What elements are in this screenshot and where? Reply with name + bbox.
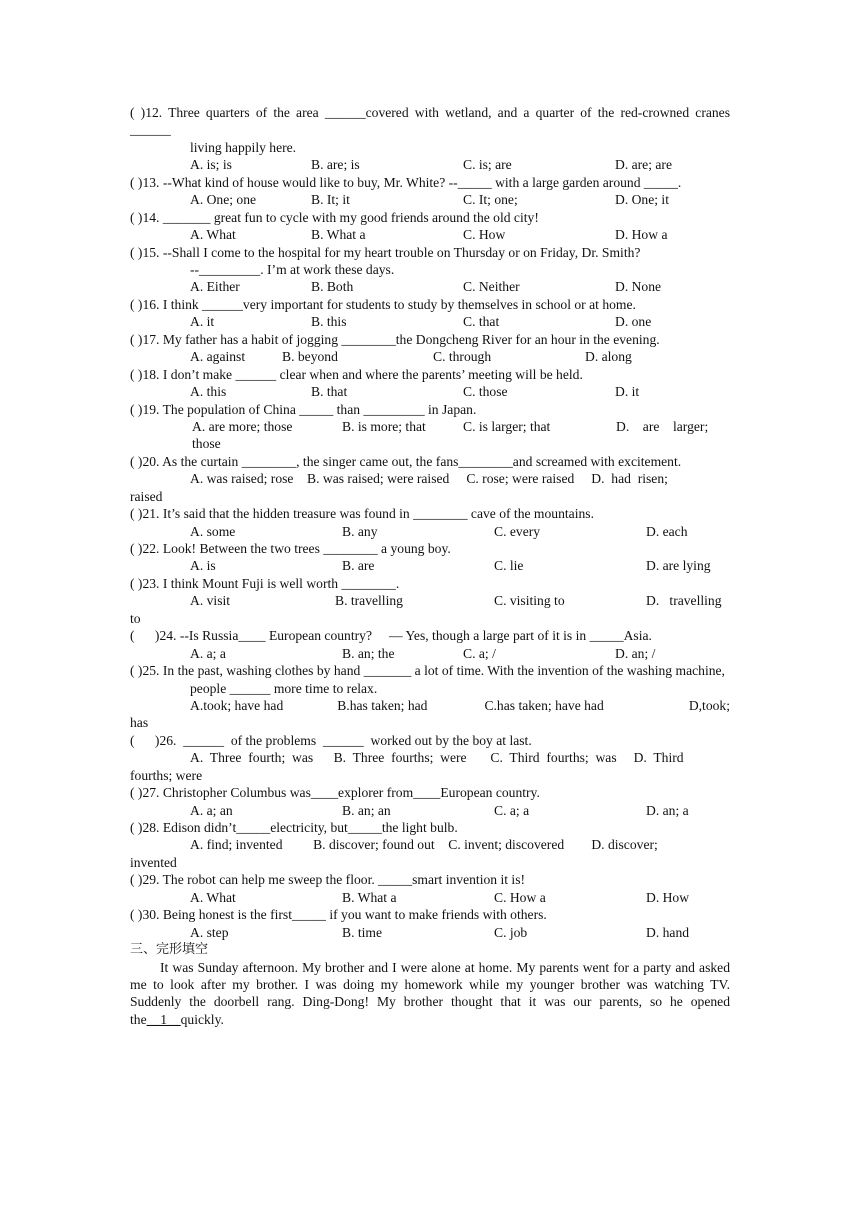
- option-c: C.has taken; have had: [484, 697, 604, 713]
- option-d: D. are lying: [646, 558, 711, 574]
- question-28-stem: ( )28. Edison didn’t_____electricity, but_____the light bulb.: [130, 820, 458, 836]
- question-19-stem: ( )19. The population of China _____ than _________ in Japan.: [130, 401, 477, 417]
- option-b: B. Both: [311, 279, 354, 295]
- blank: ______: [183, 732, 225, 748]
- question-21-options: [130, 523, 730, 540]
- option-b: B. are; is: [311, 157, 360, 173]
- option-a: A. One; one: [190, 192, 257, 208]
- question-14-stem: ( )14. _______ great fun to cycle with my good friends around the old city!: [130, 209, 539, 225]
- question-17-options: [130, 348, 730, 365]
- question-20-stem: ( )20. As the curtain ________, the singer came out, the fans________and screamed with excitement.: [130, 453, 682, 469]
- question-16-options: [130, 313, 730, 330]
- option-c: C. a; /: [463, 645, 496, 661]
- option-c: C. visiting to: [494, 593, 565, 609]
- option-b: B. What a: [311, 227, 366, 243]
- paragraph-text: It was Sunday afternoon. My brother and I were alone at home. My parents went for a party and asked me to look after my brother. I was doing my homework while my younger brother was watching TV. Suddenly the doorbell rang. Ding-Dong! My brother thought that it was our parents, so he opened the: [130, 959, 730, 1027]
- question-number: ( )26.: [130, 732, 177, 748]
- option-b: B. an; the: [342, 645, 395, 661]
- option-a: A. visit: [190, 593, 231, 609]
- question-stem: ( )12. Three quarters of the area ______covered with wetland, and a quarter of the red-crowned cranes ______: [130, 105, 730, 138]
- option-c: C. job: [494, 924, 528, 940]
- option-c: C. Neither: [463, 279, 520, 295]
- option-d: D. an; /: [615, 645, 656, 661]
- question-27-options: [130, 802, 730, 819]
- option-d-continuation: those: [192, 436, 221, 452]
- question-stem-continuation: --_________. I’m at work these days.: [190, 261, 395, 277]
- option-d: D. it: [615, 384, 640, 400]
- option-d: D. How: [646, 889, 690, 905]
- option-a: A. What: [190, 227, 236, 243]
- option-c: C. through: [433, 349, 492, 365]
- option-c: C. a; a: [494, 802, 530, 818]
- option-c: C. those: [463, 384, 508, 400]
- option-d: D. are larger;: [616, 418, 709, 434]
- question-23-stem: ( )23. I think Mount Fuji is well worth ________.: [130, 575, 400, 591]
- option-c: C. lie: [494, 558, 524, 574]
- question-18-options: [130, 383, 730, 400]
- option-d: D. One; it: [615, 192, 669, 208]
- option-d: D. are; are: [615, 157, 672, 173]
- question-15-options: [130, 278, 730, 295]
- options-continuation: fourths; were: [130, 767, 203, 783]
- option-b: B. It; it: [311, 192, 350, 208]
- option-a: A.took; have had: [190, 697, 284, 713]
- document-page: [130, 104, 730, 1028]
- question-12-options: [130, 156, 730, 173]
- question-15-stem: ( )15. --Shall I come to the hospital for my heart trouble on Thursday or on Friday, Dr. Smith?: [130, 244, 641, 260]
- option-d: D. How a: [615, 227, 668, 243]
- cloze-paragraph: [130, 959, 730, 1029]
- question-19-options: [130, 418, 730, 435]
- option-b: B. an; an: [342, 802, 391, 818]
- option-c: C. that: [463, 314, 500, 330]
- question-23-options: [130, 592, 730, 609]
- option-a: A. a; an: [190, 802, 233, 818]
- question-25-stem: ( )25. In the past, washing clothes by hand _______ a lot of time. With the invention of the washing machine,: [130, 663, 725, 679]
- option-a: A. Either: [190, 279, 240, 295]
- option-b: B. beyond: [282, 349, 338, 365]
- option-c: C. is larger; that: [463, 418, 551, 434]
- question-13: [130, 174, 730, 191]
- options-continuation: invented: [130, 854, 177, 870]
- question-24-options: [130, 645, 730, 662]
- option-b: B. any: [342, 523, 378, 539]
- option-c: C. every: [494, 523, 541, 539]
- option-b: B.has taken; had: [337, 697, 428, 713]
- question-17-stem: ( )17. My father has a habit of jogging ________the Dongcheng River for an hour in the evening.: [130, 331, 660, 347]
- option-a: A. this: [190, 384, 227, 400]
- question-16-stem: ( )16. I think ______very important for students to study by themselves in school or at home.: [130, 296, 636, 312]
- question-25-options: [130, 697, 730, 714]
- option-a: A. is: [190, 558, 216, 574]
- option-d-continuation: to: [130, 610, 141, 626]
- question-stem: ( )13. --What kind of house would like to buy, Mr. White? --_____ with a large garden around _____.: [130, 174, 682, 190]
- option-c: C. How a: [494, 889, 546, 905]
- option-a: A. What: [190, 889, 236, 905]
- question-stem-continuation: people ______ more time to relax.: [190, 680, 378, 696]
- question-14-options: [130, 226, 730, 243]
- option-d: D. hand: [646, 924, 690, 940]
- option-a: A. against: [190, 349, 246, 365]
- option-a: A. a; a: [190, 645, 226, 661]
- option-b: B. is more; that: [342, 418, 426, 434]
- option-d: D. one: [615, 314, 652, 330]
- option-a: A. are more; those: [192, 418, 293, 434]
- question-21-stem: ( )21. It’s said that the hidden treasure was found in ________ cave of the mountains.: [130, 506, 594, 522]
- option-d-continuation: has: [130, 715, 149, 731]
- option-c: C. It; one;: [463, 192, 518, 208]
- option-a: A. it: [190, 314, 215, 330]
- question-20-options: A. was raised; rose B. was raised; were raised C. rose; were raised D. had risen;: [190, 471, 668, 487]
- question-27-stem: ( )27. Christopher Columbus was____explorer from____European country.: [130, 785, 540, 801]
- option-d: D. travelling: [646, 593, 722, 609]
- option-d: D. each: [646, 523, 688, 539]
- option-c: C. How: [463, 227, 506, 243]
- option-b: B. time: [342, 924, 383, 940]
- question-26-options: A. Three fourth; was B. Three fourths; were C. Third fourths; was D. Third: [190, 750, 684, 766]
- stem-text: worked out by the boy at last.: [370, 732, 532, 748]
- option-d: D. None: [615, 279, 662, 295]
- cloze-blank: __1__: [146, 1011, 181, 1027]
- question-30-options: [130, 924, 730, 941]
- option-b: B. that: [311, 384, 348, 400]
- option-a: A. is; is: [190, 157, 232, 173]
- question-24-stem: ( )24. --Is Russia____ European country? — Yes, though a large part of it is in _____Asia.: [130, 628, 652, 644]
- question-stem-continuation: living happily here.: [190, 139, 297, 155]
- question-22-options: [130, 557, 730, 574]
- option-a: A. step: [190, 924, 229, 940]
- blank: ______: [322, 732, 364, 748]
- question-13-options: [130, 191, 730, 208]
- option-b: B. are: [342, 558, 375, 574]
- question-29-options: [130, 889, 730, 906]
- question-18-stem: ( )18. I don’t make ______ clear when and where the parents’ meeting will be held.: [130, 366, 583, 382]
- question-29-stem: ( )29. The robot can help me sweep the floor. _____smart invention it is!: [130, 872, 526, 888]
- options-continuation: raised: [130, 488, 163, 504]
- option-a: A. some: [190, 523, 236, 539]
- option-c: C. is; are: [463, 157, 512, 173]
- question-28-options: A. find; invented B. discover; found out C. invent; discovered D. discover;: [190, 837, 658, 853]
- section-title: 三、完形填空: [130, 942, 209, 958]
- option-d: D. along: [585, 349, 632, 365]
- option-b: B. this: [311, 314, 347, 330]
- option-d: D. an; a: [646, 802, 689, 818]
- question-12: [130, 104, 730, 139]
- paragraph-text: quickly.: [180, 1011, 224, 1027]
- option-b: B. travelling: [335, 593, 403, 609]
- stem-text: of the problems: [230, 732, 317, 748]
- question-26-stem: [130, 732, 730, 749]
- question-22-stem: ( )22. Look! Between the two trees ________ a young boy.: [130, 541, 451, 557]
- question-30-stem: ( )30. Being honest is the first_____ if you want to make friends with others.: [130, 907, 547, 923]
- option-b: B. What a: [342, 889, 397, 905]
- option-d: D,took;: [688, 697, 731, 713]
